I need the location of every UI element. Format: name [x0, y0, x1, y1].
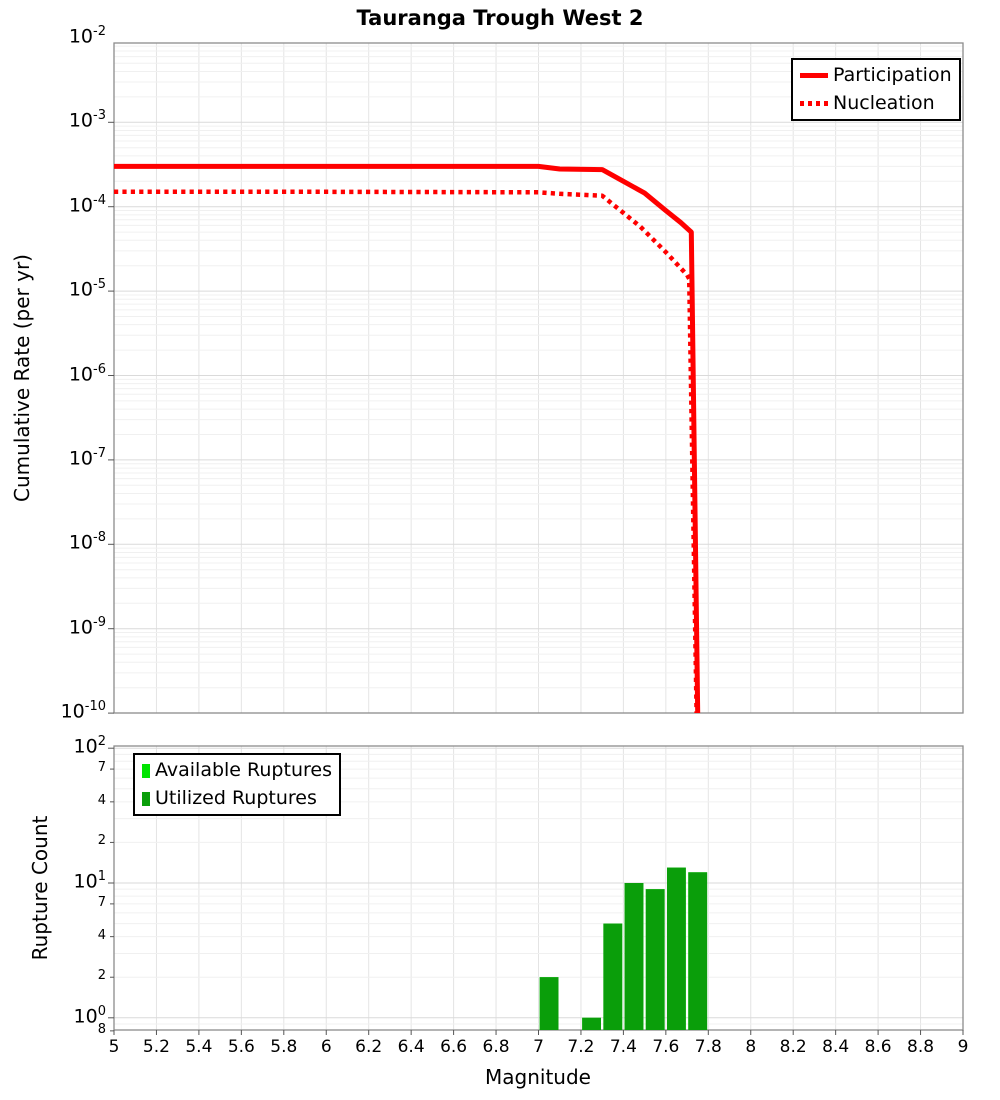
- x-tick-label: 7.8: [694, 1037, 722, 1057]
- participation-line: [114, 166, 698, 713]
- x-tick-label: 7.4: [609, 1037, 637, 1057]
- utilized-ruptures-swatch: [142, 792, 150, 806]
- bottom-y-minor-tick-label: 2: [97, 833, 106, 849]
- x-tick-label: 6.2: [355, 1037, 383, 1057]
- nucleation-legend-label: Nucleation: [833, 92, 935, 114]
- x-axis-title: Magnitude: [485, 1065, 591, 1089]
- top-y-tick-label: $10^{-10}$: [60, 699, 106, 723]
- utilized-ruptures-legend-label: Utilized Ruptures: [155, 787, 317, 809]
- x-tick-label: 6.4: [397, 1037, 425, 1057]
- vertical-gridlines: [156, 43, 920, 1030]
- top-y-tick-label: $10^{-2}$: [68, 23, 106, 48]
- top-y-tick-label: $10^{-9}$: [68, 614, 106, 639]
- x-tick-label: 7: [533, 1037, 544, 1057]
- top-y-tick-label: $10^{-3}$: [68, 108, 106, 132]
- legend-item-available-ruptures: [142, 759, 332, 782]
- x-tick-label: 8.8: [907, 1037, 935, 1057]
- top-y-tick-label: $10^{-6}$: [68, 361, 106, 385]
- legend-item-participation: [800, 64, 952, 87]
- x-tick-label: 7.2: [567, 1037, 595, 1057]
- rupture-legend: [133, 753, 341, 816]
- bottom-y-tick-label: $10^2$: [73, 734, 106, 758]
- x-tick-label: 5.6: [227, 1037, 255, 1057]
- bar-utilized-m7.2: [582, 1018, 601, 1030]
- bar-utilized-m7.6: [667, 868, 686, 1030]
- bottom-y-minor-tick-label: 2: [97, 968, 106, 984]
- legend-item-utilized-ruptures: [142, 787, 332, 810]
- bar-utilized-m7.4: [625, 883, 644, 1030]
- tick-marks: [108, 122, 963, 1035]
- nucleation-line: [114, 192, 697, 713]
- bar-utilized-m7.0: [540, 977, 559, 1030]
- x-tick-label: 5.4: [185, 1037, 213, 1057]
- x-tick-label: 8.2: [779, 1037, 807, 1057]
- top-y-tick-label: $10^{-5}$: [68, 277, 106, 301]
- x-tick-label: 5.8: [270, 1037, 298, 1057]
- bottom-y-minor-tick-label: 7: [97, 760, 106, 776]
- bottom-y-minor-tick-label: 8: [97, 1021, 106, 1037]
- top-y-tick-label: $10^{-7}$: [68, 445, 106, 470]
- rate-curves: [114, 166, 698, 713]
- x-tick-label: 5: [108, 1037, 120, 1057]
- chart-title: Tauranga Trough West 2: [356, 6, 644, 30]
- top-y-tick-label: $10^{-4}$: [68, 192, 106, 217]
- x-tick-label: 8: [745, 1037, 757, 1057]
- bottom-y-tick-label: $10^1$: [73, 869, 106, 893]
- top-y-tick-label: $10^{-8}$: [68, 530, 106, 554]
- x-tick-label: 7.6: [652, 1037, 680, 1057]
- bottom-y-minor-tick-label: 7: [97, 894, 106, 910]
- bar-utilized-m7.3: [603, 924, 622, 1030]
- participation-line-swatch: [800, 73, 828, 78]
- bar-utilized-m7.5: [646, 889, 665, 1030]
- rate-legend: [791, 58, 961, 121]
- available-ruptures-swatch: [142, 764, 150, 778]
- available-ruptures-legend-label: Available Ruptures: [155, 759, 332, 781]
- x-tick-label: 6.6: [440, 1037, 468, 1057]
- x-tick-label: 6.8: [482, 1037, 510, 1057]
- bottom-y-minor-tick-label: 4: [97, 792, 106, 808]
- bottom-y-tick-label: $10^0$: [73, 1003, 106, 1028]
- legend-item-nucleation: [800, 92, 952, 115]
- x-tick-label: 6: [320, 1037, 332, 1057]
- x-tick-label: 5.2: [142, 1037, 170, 1057]
- x-tick-label: 8.4: [822, 1037, 850, 1057]
- top-y-axis-title: Cumulative Rate (per yr): [10, 254, 34, 502]
- bar-utilized-m7.7: [688, 872, 707, 1030]
- x-tick-label: 9: [957, 1037, 969, 1057]
- x-tick-label: 8.6: [864, 1037, 892, 1057]
- nucleation-line-swatch: [800, 101, 828, 106]
- participation-legend-label: Participation: [833, 64, 952, 86]
- bottom-y-axis-title: Rupture Count: [28, 815, 52, 961]
- bottom-y-minor-tick-label: 4: [97, 927, 106, 943]
